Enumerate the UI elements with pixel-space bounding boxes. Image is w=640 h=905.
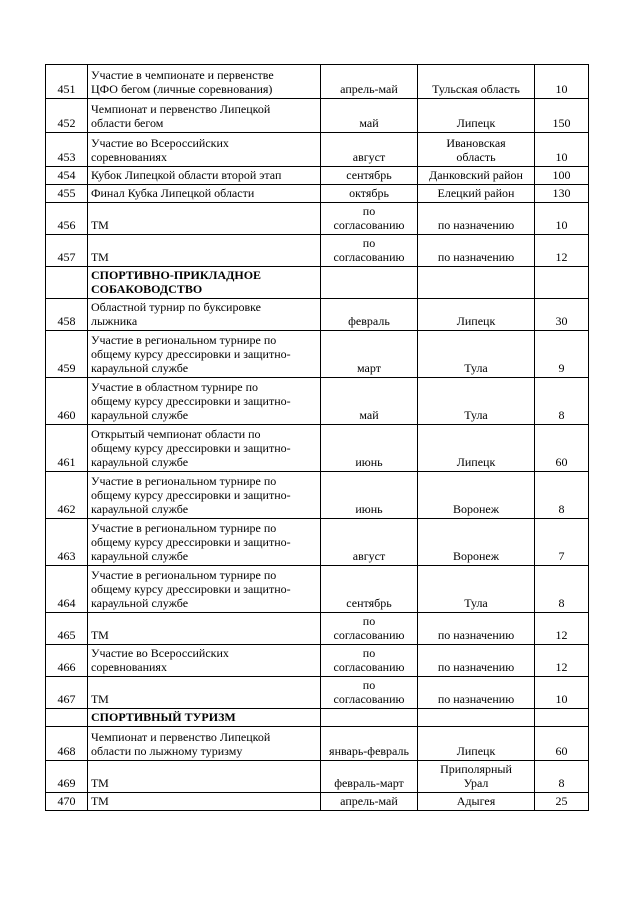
event-place: Липецк (418, 425, 535, 472)
participants-count: 9 (535, 331, 589, 378)
event-name: Участие в региональном турнире по общему курсу дрессировки и защитно- караульной службе (88, 331, 321, 378)
event-place: по назначению (418, 677, 535, 709)
event-name: ТМ (88, 761, 321, 793)
table-row (46, 331, 589, 378)
event-date: май (321, 378, 418, 425)
participants-count: 60 (535, 425, 589, 472)
event-name: Участие в региональном турнире по общему курсу дрессировки и защитно- караульной службе (88, 566, 321, 613)
row-number: 453 (46, 133, 88, 167)
event-date: апрель-май (321, 793, 418, 811)
row-number: 469 (46, 761, 88, 793)
event-place (418, 709, 535, 727)
event-name: ТМ (88, 677, 321, 709)
event-date: февраль (321, 299, 418, 331)
event-place: по назначению (418, 645, 535, 677)
table-row (46, 727, 589, 761)
row-number: 457 (46, 235, 88, 267)
row-number: 452 (46, 99, 88, 133)
table-row (46, 761, 589, 793)
event-place: Липецк (418, 727, 535, 761)
event-date: по согласованию (321, 645, 418, 677)
event-place: по назначению (418, 613, 535, 645)
participants-count: 8 (535, 378, 589, 425)
table-row (46, 613, 589, 645)
participants-count: 8 (535, 472, 589, 519)
table-row (46, 167, 589, 185)
event-date: сентябрь (321, 167, 418, 185)
table-row (46, 472, 589, 519)
row-number: 463 (46, 519, 88, 566)
participants-count: 8 (535, 761, 589, 793)
event-name: Участие в региональном турнире по общему курсу дрессировки и защитно- караульной службе (88, 472, 321, 519)
participants-count: 10 (535, 65, 589, 99)
event-date: август (321, 133, 418, 167)
row-number: 451 (46, 65, 88, 99)
row-number: 467 (46, 677, 88, 709)
event-name: Кубок Липецкой области второй этап (88, 167, 321, 185)
table-row (46, 566, 589, 613)
row-number: 456 (46, 203, 88, 235)
event-name: ТМ (88, 793, 321, 811)
participants-count: 150 (535, 99, 589, 133)
participants-count: 60 (535, 727, 589, 761)
event-date: по согласованию (321, 203, 418, 235)
event-place: Тула (418, 331, 535, 378)
participants-count: 12 (535, 613, 589, 645)
event-date (321, 267, 418, 299)
event-name: Открытый чемпионат области по общему курсу дрессировки и защитно- караульной службе (88, 425, 321, 472)
participants-count: 10 (535, 133, 589, 167)
participants-count: 8 (535, 566, 589, 613)
event-place: Воронеж (418, 472, 535, 519)
event-place: Воронеж (418, 519, 535, 566)
event-name: Финал Кубка Липецкой области (88, 185, 321, 203)
table-row (46, 378, 589, 425)
participants-count: 10 (535, 203, 589, 235)
table-row (46, 519, 589, 566)
event-date: март (321, 331, 418, 378)
event-date: по согласованию (321, 235, 418, 267)
row-number: 465 (46, 613, 88, 645)
event-date: май (321, 99, 418, 133)
event-date: январь-февраль (321, 727, 418, 761)
event-name: Участие в областном турнире по общему курсу дрессировки и защитно- караульной службе (88, 378, 321, 425)
event-date: июнь (321, 472, 418, 519)
event-name: Чемпионат и первенство Липецкой области по лыжному туризму (88, 727, 321, 761)
row-number: 460 (46, 378, 88, 425)
event-name: ТМ (88, 613, 321, 645)
row-number: 462 (46, 472, 88, 519)
row-number: 461 (46, 425, 88, 472)
row-number: 470 (46, 793, 88, 811)
participants-count: 100 (535, 167, 589, 185)
event-place: Тула (418, 566, 535, 613)
event-name: Участие в чемпионате и первенстве ЦФО бегом (личные соревнования) (88, 65, 321, 99)
table-row (46, 235, 589, 267)
participants-count: 7 (535, 519, 589, 566)
table-row (46, 133, 589, 167)
row-number: 454 (46, 167, 88, 185)
participants-count: 130 (535, 185, 589, 203)
table-row (46, 99, 589, 133)
participants-count (535, 267, 589, 299)
row-number (46, 267, 88, 299)
table-row (46, 793, 589, 811)
participants-count: 12 (535, 235, 589, 267)
event-name: Участие во Всероссийских соревнованиях (88, 645, 321, 677)
event-date: по согласованию (321, 613, 418, 645)
event-name: Участие в региональном турнире по общему курсу дрессировки и защитно- караульной службе (88, 519, 321, 566)
section-header-row (46, 267, 589, 299)
table-row (46, 203, 589, 235)
event-date: по согласованию (321, 677, 418, 709)
table-row (46, 645, 589, 677)
event-date: август (321, 519, 418, 566)
participants-count: 12 (535, 645, 589, 677)
event-place: по назначению (418, 235, 535, 267)
table-row (46, 185, 589, 203)
event-place: Приполярный Урал (418, 761, 535, 793)
table-row (46, 65, 589, 99)
event-date: февраль-март (321, 761, 418, 793)
event-place: Липецк (418, 99, 535, 133)
event-date: апрель-май (321, 65, 418, 99)
event-place: Адыгея (418, 793, 535, 811)
row-number: 466 (46, 645, 88, 677)
event-date: сентябрь (321, 566, 418, 613)
row-number: 464 (46, 566, 88, 613)
participants-count (535, 709, 589, 727)
row-number: 459 (46, 331, 88, 378)
table-row (46, 425, 589, 472)
event-name: СПОРТИВНО-ПРИКЛАДНОЕ СОБАКОВОДСТВО (88, 267, 321, 299)
participants-count: 25 (535, 793, 589, 811)
event-place: Данковский район (418, 167, 535, 185)
event-date: июнь (321, 425, 418, 472)
event-place: Липецк (418, 299, 535, 331)
event-place: Елецкий район (418, 185, 535, 203)
event-place: по назначению (418, 203, 535, 235)
table-row (46, 299, 589, 331)
table-row (46, 677, 589, 709)
event-place (418, 267, 535, 299)
participants-count: 10 (535, 677, 589, 709)
row-number: 458 (46, 299, 88, 331)
event-name: ТМ (88, 203, 321, 235)
event-place: Тульская область (418, 65, 535, 99)
participants-count: 30 (535, 299, 589, 331)
event-name: ТМ (88, 235, 321, 267)
row-number (46, 709, 88, 727)
event-name: СПОРТИВНЫЙ ТУРИЗМ (88, 709, 321, 727)
event-name: Областной турнир по буксировке лыжника (88, 299, 321, 331)
event-date: октябрь (321, 185, 418, 203)
event-place: Ивановская область (418, 133, 535, 167)
event-name: Чемпионат и первенство Липецкой области бегом (88, 99, 321, 133)
events-table (45, 64, 589, 811)
row-number: 455 (46, 185, 88, 203)
row-number: 468 (46, 727, 88, 761)
section-header-row (46, 709, 589, 727)
event-date (321, 709, 418, 727)
event-name: Участие во Всероссийских соревнованиях (88, 133, 321, 167)
event-place: Тула (418, 378, 535, 425)
